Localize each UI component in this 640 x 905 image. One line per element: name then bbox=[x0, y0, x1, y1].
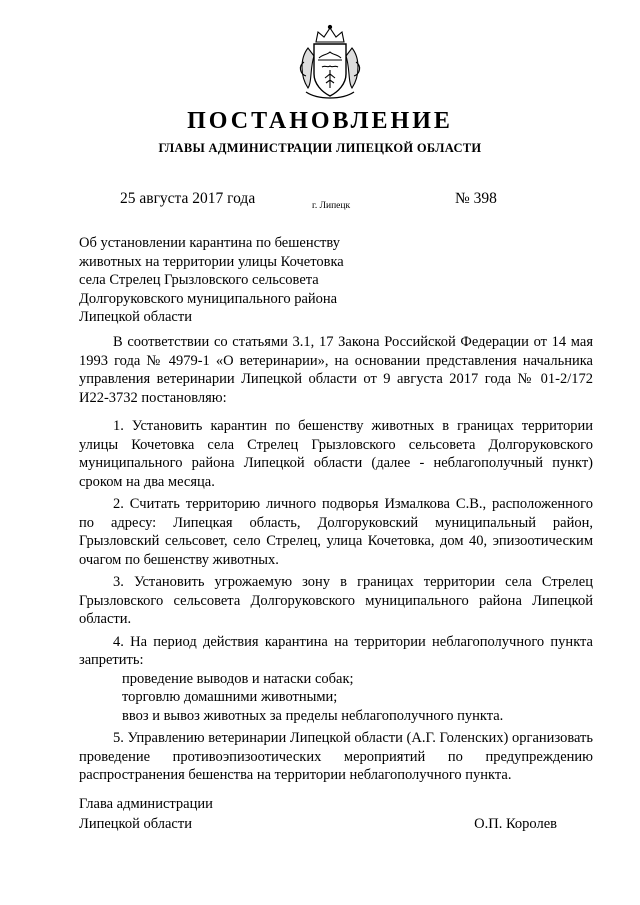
document-body bbox=[79, 333, 593, 789]
signature-name: О.П. Королев bbox=[474, 816, 557, 832]
signature-title-line-2: Липецкой области bbox=[79, 816, 192, 832]
heading-line: Липецкой области bbox=[79, 309, 192, 325]
document-city: г. Липецк bbox=[312, 201, 351, 211]
heading-line: села Стрелец Грызловского сельсовета bbox=[79, 272, 319, 288]
item-4-sub-2: торговлю домашними животными; bbox=[122, 689, 338, 705]
signature-block bbox=[79, 794, 593, 834]
coat-of-arms-icon bbox=[296, 22, 364, 102]
document-title: ПОСТАНОВЛЕНИЕ bbox=[187, 108, 453, 134]
heading-line: Об установлении карантина по бешенству bbox=[79, 235, 340, 251]
heading-line: Долгоруковского муниципального района bbox=[79, 290, 338, 307]
signature-title-line-1: Глава администрации bbox=[79, 796, 213, 812]
heading-line: животных на территории улицы Кочетовка bbox=[79, 253, 344, 270]
item-1: 1. Установить карантин по бешенству животных в границах территории улицы Кочетовка села Стрелец Грызловского сельсовета Долгоруковского муниципального района Липецкой области (далее - неблагополучный пункт) сроком на два месяца. bbox=[79, 418, 593, 490]
document-date: 25 августа 2017 года bbox=[120, 190, 256, 207]
preamble-paragraph: В соответствии со статьями 3.1, 17 Закона Российской Федерации от 14 мая 1993 года № 4979-1 «О ветеринарии», на основании представления начальника управления ветеринарии Липецкой области от 9 августа 2017 года № 01-2/172 И22-3732 постановляю: bbox=[79, 334, 593, 406]
item-4-sub-3: ввоз и вывоз животных за пределы неблагополучного пункта. bbox=[122, 707, 504, 724]
item-4-sub-1: проведение выводов и натаски собак; bbox=[122, 670, 354, 687]
item-2: 2. Считать территорию личного подворья Измалкова С.В., расположенного по адресу: Липецкая область, Долгоруковский муниципальный район, Грызловский сельсовет, село Стрелец, улица Кочетовка, дом 40, эпизоотическим очагом по бешенству животных. bbox=[79, 496, 593, 568]
document-subtitle: ГЛАВЫ АДМИНИСТРАЦИИ ЛИПЕЦКОЙ ОБЛАСТИ bbox=[158, 141, 482, 155]
document-heading bbox=[79, 234, 399, 327]
item-5: 5. Управлению ветеринарии Липецкой области (А.Г. Голенских) организовать проведение противоэпизоотических мероприятий по предупреждению распространения бешенства на территории неблагополучного пункта. bbox=[79, 730, 593, 783]
document-number: № 398 bbox=[455, 190, 497, 207]
item-3: 3. Установить угрожаемую зону в границах территории села Стрелец Грызловского сельсовета Долгоруковского муниципального района Липецкой области. bbox=[79, 574, 593, 627]
item-4: 4. На период действия карантина на территории неблагополучного пункта запретить: bbox=[79, 633, 593, 668]
